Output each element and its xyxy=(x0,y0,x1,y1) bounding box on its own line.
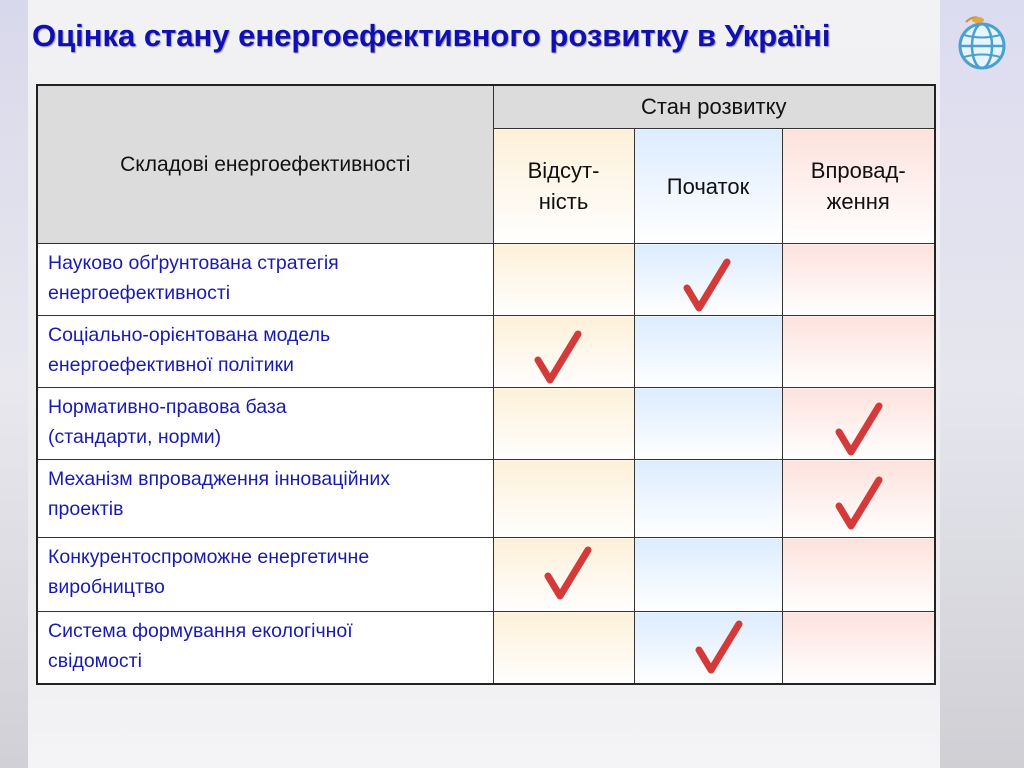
status-cell xyxy=(493,460,634,538)
row-label-line: (стандарти, норми) xyxy=(48,426,222,448)
checkmark-icon xyxy=(835,402,885,458)
status-cell xyxy=(634,460,782,538)
status-cell xyxy=(634,538,782,612)
row-label xyxy=(37,612,493,684)
column-header-line: Відсут- xyxy=(527,158,600,183)
row-label-line: Система формування екологічної xyxy=(48,620,353,642)
row-label-line: енергоефективної політики xyxy=(48,354,294,376)
column-header-implementation xyxy=(782,129,935,244)
row-label-line: енергоефективності xyxy=(48,282,231,304)
row-label-line: Соціально-орієнтована модель xyxy=(48,324,331,346)
row-label xyxy=(37,244,493,316)
status-cell xyxy=(634,612,782,684)
table-row xyxy=(37,388,935,460)
column-header-line: Початок xyxy=(666,173,750,199)
table-row xyxy=(37,460,935,538)
status-cell xyxy=(782,316,935,388)
table-row xyxy=(37,244,935,316)
row-label-line: Науково обґрунтована стратегія xyxy=(48,252,339,274)
column-header-line: ження xyxy=(826,189,890,214)
status-cell xyxy=(634,316,782,388)
row-label-line: свідомості xyxy=(48,650,142,672)
globe-icon xyxy=(948,12,1014,72)
status-header: Стан розвитку xyxy=(493,85,935,129)
row-label xyxy=(37,388,493,460)
status-cell xyxy=(782,538,935,612)
column-header-line: Впровад- xyxy=(810,158,906,183)
status-cell xyxy=(493,244,634,316)
status-cell xyxy=(634,388,782,460)
slide-title: Оцінка стану енергоефективного розвитку в Україні xyxy=(32,18,831,53)
column-header-absent xyxy=(493,129,634,244)
table-row xyxy=(37,612,935,684)
row-label-line: виробництво xyxy=(48,576,165,598)
row-label-line: Нормативно-правова база xyxy=(48,396,287,418)
status-cell xyxy=(782,244,935,316)
status-cell xyxy=(782,388,935,460)
row-label-line: Конкурентоспроможне енергетичне xyxy=(48,546,370,568)
energy-efficiency-table xyxy=(36,84,936,685)
status-cell xyxy=(493,388,634,460)
column-header-line: ність xyxy=(538,189,589,214)
row-label-line: Механізм впровадження інноваційних xyxy=(48,468,391,490)
status-cell xyxy=(493,612,634,684)
status-cell xyxy=(493,316,634,388)
table-row xyxy=(37,316,935,388)
components-header: Складові енергоефективності xyxy=(37,85,493,244)
checkmark-icon xyxy=(544,546,594,602)
table-row xyxy=(37,538,935,612)
checkmark-icon xyxy=(835,476,885,532)
checkmark-icon xyxy=(534,330,584,386)
checkmark-icon xyxy=(695,620,745,676)
status-cell xyxy=(782,612,935,684)
row-label xyxy=(37,460,493,538)
background-decoration xyxy=(0,0,28,768)
status-cell xyxy=(782,460,935,538)
column-header-start xyxy=(634,129,782,244)
status-cell xyxy=(493,538,634,612)
status-cell xyxy=(634,244,782,316)
row-label xyxy=(37,538,493,612)
row-label-line: проектів xyxy=(48,498,124,520)
background-decoration xyxy=(940,0,1024,768)
row-label xyxy=(37,316,493,388)
checkmark-icon xyxy=(683,258,733,314)
